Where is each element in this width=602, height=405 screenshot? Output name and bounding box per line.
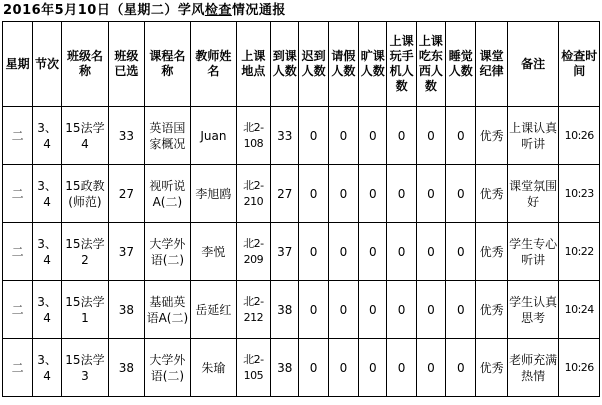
- table-cell: 15法学3: [61, 339, 109, 397]
- table-cell: 0: [359, 223, 387, 281]
- table-cell: 0: [359, 107, 387, 165]
- table-cell: 3、4: [33, 339, 61, 397]
- table-cell: 0: [416, 223, 445, 281]
- table-cell: 0: [328, 339, 358, 397]
- table-cell: 0: [387, 339, 416, 397]
- table-cell: 朱瑜: [191, 339, 237, 397]
- table-cell: 二: [3, 339, 33, 397]
- table-cell: 0: [446, 107, 476, 165]
- table-cell: 3、4: [33, 107, 61, 165]
- table-cell: 北2-209: [236, 223, 270, 281]
- table-row: [3, 281, 600, 339]
- table-cell: 视听说A(二): [144, 165, 191, 223]
- table-cell: 3、4: [33, 281, 61, 339]
- column-header: 课堂纪律: [476, 22, 507, 107]
- table-cell: 二: [3, 281, 33, 339]
- header-row: [3, 22, 600, 107]
- table-cell: 15法学2: [61, 223, 109, 281]
- table-cell: 10:23: [559, 165, 600, 223]
- table-cell: 0: [416, 165, 445, 223]
- table-cell: 优秀: [476, 165, 507, 223]
- table-cell: 优秀: [476, 339, 507, 397]
- column-header: 请假人数: [328, 22, 358, 107]
- column-header: 旷课人数: [359, 22, 387, 107]
- table-cell: 38: [271, 339, 299, 397]
- table-row: [3, 107, 600, 165]
- table-row: [3, 223, 600, 281]
- table-cell: 10:26: [559, 107, 600, 165]
- column-header: 星期: [3, 22, 33, 107]
- table-cell: 北2-210: [236, 165, 270, 223]
- table-cell: 0: [416, 339, 445, 397]
- title-underlined-word: 检查: [204, 3, 232, 18]
- column-header: 检查时间: [559, 22, 600, 107]
- inspection-table: [2, 21, 600, 397]
- column-header: 上课吃东西人数: [416, 22, 445, 107]
- table-cell: 0: [328, 223, 358, 281]
- table-cell: 15法学4: [61, 107, 109, 165]
- column-header: 到课人数: [271, 22, 299, 107]
- table-cell: 0: [446, 223, 476, 281]
- column-header: 迟到人数: [299, 22, 328, 107]
- table-cell: 0: [299, 281, 328, 339]
- title-prefix: 2016年5月10日（星期二）学风: [3, 3, 205, 18]
- table-body: [3, 107, 600, 397]
- table-cell: 0: [359, 281, 387, 339]
- table-cell: 38: [271, 281, 299, 339]
- table-cell: 37: [271, 223, 299, 281]
- table-cell: 基础英语A(二): [144, 281, 191, 339]
- table-cell: 0: [446, 165, 476, 223]
- table-cell: 33: [109, 107, 144, 165]
- table-cell: 岳延红: [191, 281, 237, 339]
- table-cell: 0: [387, 165, 416, 223]
- column-header: 节次: [33, 22, 61, 107]
- column-header: 睡觉人数: [446, 22, 476, 107]
- table-cell: 3、4: [33, 165, 61, 223]
- table-cell: 优秀: [476, 223, 507, 281]
- table-cell: 15政教(师范): [61, 165, 109, 223]
- table-cell: 上课认真听讲: [507, 107, 559, 165]
- column-header: 教师姓名: [191, 22, 237, 107]
- table-cell: 0: [387, 281, 416, 339]
- table-cell: 37: [109, 223, 144, 281]
- table-cell: 0: [299, 339, 328, 397]
- table-cell: 0: [328, 165, 358, 223]
- table-cell: 0: [416, 107, 445, 165]
- table-cell: 北2-105: [236, 339, 270, 397]
- table-cell: 二: [3, 107, 33, 165]
- table-cell: 0: [299, 107, 328, 165]
- table-row: [3, 339, 600, 397]
- page-title: [0, 0, 602, 19]
- table-cell: 学生认真思考: [507, 281, 559, 339]
- table-cell: 大学外语(二): [144, 223, 191, 281]
- table-cell: 0: [387, 107, 416, 165]
- column-header: 班级已选: [109, 22, 144, 107]
- column-header: 上课玩手机人数: [387, 22, 416, 107]
- table-cell: 二: [3, 223, 33, 281]
- table-cell: 0: [446, 281, 476, 339]
- table-cell: 0: [328, 107, 358, 165]
- table-cell: 0: [359, 165, 387, 223]
- table-cell: 0: [328, 281, 358, 339]
- table-cell: 0: [446, 339, 476, 397]
- table-cell: 0: [416, 281, 445, 339]
- table-cell: 27: [109, 165, 144, 223]
- table-cell: 38: [109, 281, 144, 339]
- table-cell: 优秀: [476, 107, 507, 165]
- column-header: 备注: [507, 22, 559, 107]
- table-cell: 15法学1: [61, 281, 109, 339]
- table-cell: 李悦: [191, 223, 237, 281]
- table-cell: 0: [359, 339, 387, 397]
- column-header: 班级名称: [61, 22, 109, 107]
- table-cell: 0: [299, 223, 328, 281]
- table-cell: Juan: [191, 107, 237, 165]
- table-cell: 北2-212: [236, 281, 270, 339]
- table-cell: 学生专心听讲: [507, 223, 559, 281]
- table-cell: 英语国家概况: [144, 107, 191, 165]
- column-header: 上课地点: [236, 22, 270, 107]
- table-cell: 3、4: [33, 223, 61, 281]
- table-row: [3, 165, 600, 223]
- table-cell: 老师充满热情: [507, 339, 559, 397]
- table-cell: 10:24: [559, 281, 600, 339]
- table-cell: 10:22: [559, 223, 600, 281]
- column-header: 课程名称: [144, 22, 191, 107]
- table-cell: 课堂氛围好: [507, 165, 559, 223]
- title-suffix: 情况通报: [231, 3, 286, 18]
- table-cell: 27: [271, 165, 299, 223]
- table-cell: 0: [387, 223, 416, 281]
- table-cell: 二: [3, 165, 33, 223]
- table-cell: 10:26: [559, 339, 600, 397]
- table-cell: 优秀: [476, 281, 507, 339]
- table-cell: 38: [109, 339, 144, 397]
- table-cell: 北2-108: [236, 107, 270, 165]
- table-cell: 33: [271, 107, 299, 165]
- table-cell: 大学外语(二): [144, 339, 191, 397]
- table-cell: 0: [299, 165, 328, 223]
- table-cell: 李旭鸥: [191, 165, 237, 223]
